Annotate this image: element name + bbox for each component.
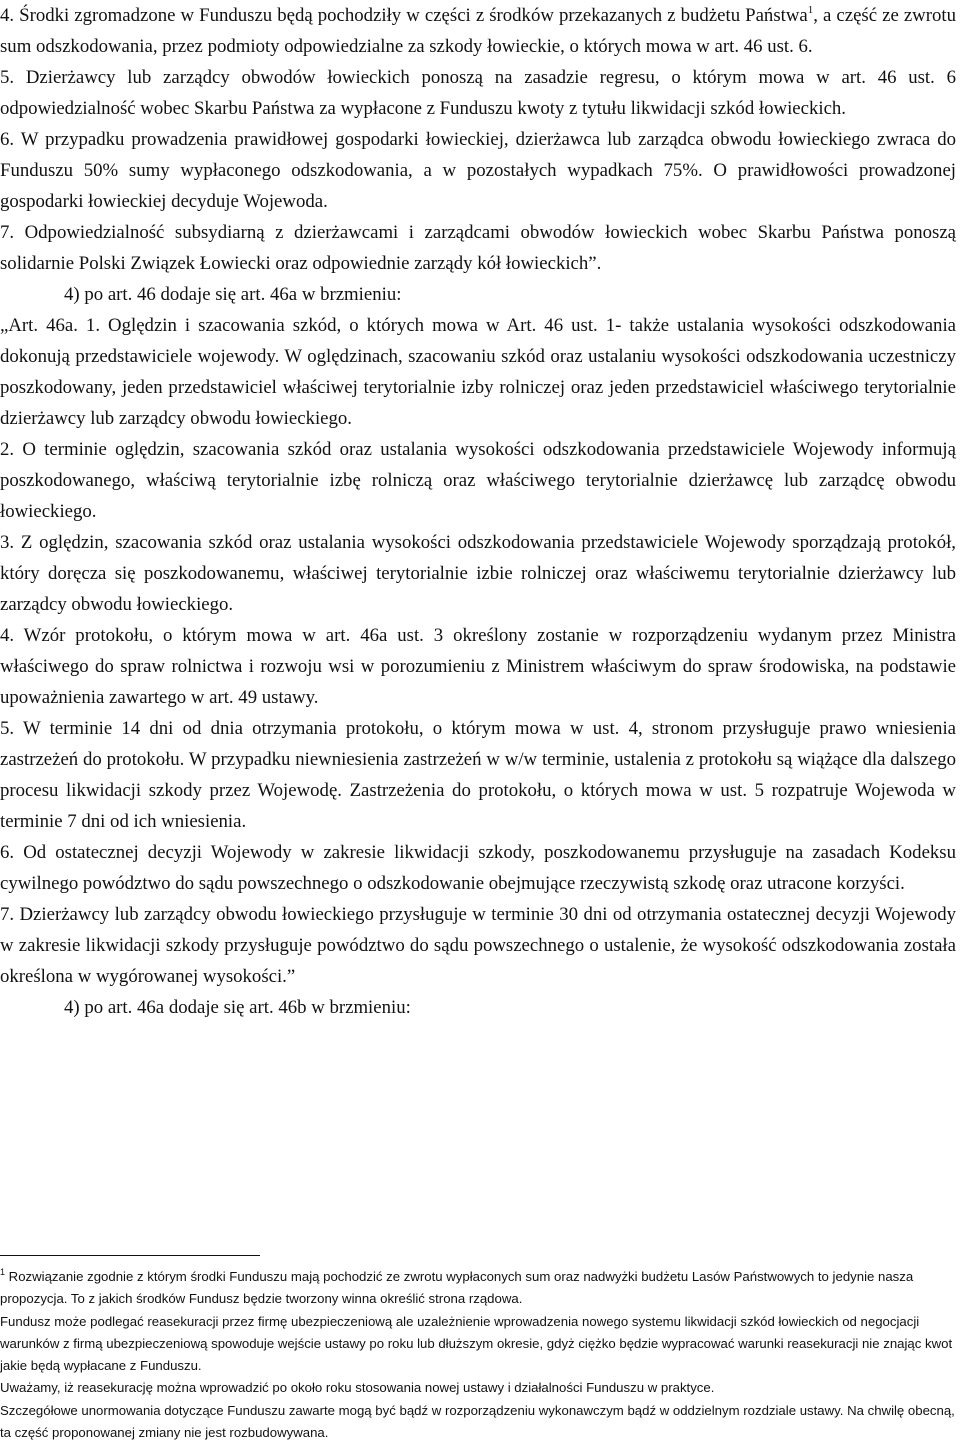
amendment-point-46b: 4) po art. 46a dodaje się art. 46b w brzmieniu: <box>64 997 411 1018</box>
paragraph-4 <box>0 0 956 62</box>
footnote-reference[interactable]: 1 <box>807 3 814 16</box>
footnotes <box>0 1266 956 1444</box>
footnote-mark: 1 <box>0 1266 6 1277</box>
paragraph-6: 6. W przypadku prowadzenia prawidłowej gospodarki łowieckiej, dzierżawca lub zarządca obwodu łowieckiego zwraca do Funduszu 50% sumy wypłaconego odszkodowania, a w pozostałych wypadkach 75%. O prawidłowości prowadzonej gospodarki łowieckiej decyduje Wojewoda. <box>0 129 956 212</box>
article-46a-section-2: 2. O terminie oględzin, szacowania szkód oraz ustalania wysokości odszkodowania przedstawiciele Wojewody informują poszkodowanego, właściwą terytorialnie izbę rolniczą oraz właściwego terytorialnie dzierżawcę lub zarządcę obwodu łowieckiego. <box>0 439 956 522</box>
paragraph-4-text-after: , a część ze zwrotu sum odszkodowania, przez podmioty odpowiedzialne za szkody łowieckie, o których mowa w art. 46 ust. 6. <box>0 5 956 57</box>
paragraph-4-text-before: 4. Środki zgromadzone w Funduszu będą pochodziły w części z środków przekazanych z budżetu Państwa <box>0 5 808 26</box>
footnote-1-line-4: Szczegółowe unormowania dotyczące Funduszu zawarte mogą być bądź w rozporządzeniu wykonawczym bądź w oddzielnym rozdziale ustawy. Na chwilę obecną, ta część proponowanej zmiany nie jest rozbudowywana. <box>0 1402 955 1441</box>
footnote-1-line-2: Fundusz może podlegać reasekuracji przez firmę ubezpieczeniową ale uzależnienie wprowadzenia nowego systemu likwidacji szkód łowieckich od negocjacji warunków z firmą ubezpieczeniową spowoduje wejście ustawy po roku lub dłuższym okresie, gdyż ciężko będzie wypracować warunki reasekuracji nie znając kwot jakie będą wypłacane z Funduszu. <box>0 1313 953 1374</box>
article-46a-section-4: 4. Wzór protokołu, o którym mowa w art. 46a ust. 3 określony zostanie w rozporządzeniu wydanym przez Ministra właściwego do spraw rolnictwa i rozwoju wsi w porozumieniu z Ministrem właściwym do spraw środowiska, na podstawie upoważnienia zawartego w art. 49 ustawy. <box>0 625 956 708</box>
paragraph-5: 5. Dzierżawcy lub zarządcy obwodów łowieckich ponoszą na zasadzie regresu, o którym mowa w art. 46 ust. 6 odpowiedzialność wobec Skarbu Państwa za wypłacone z Funduszu kwoty z tytułu likwidacji szkód łowieckich. <box>0 67 956 119</box>
article-46a-section-5: 5. W terminie 14 dni od dnia otrzymania protokołu, o którym mowa w ust. 4, stronom przysługuje prawo wniesienia zastrzeżeń do protokołu. W przypadku niewniesienia zastrzeżeń w w/w terminie, ustalenia z protokołu są wiążące dla dalszego procesu likwidacji szkody przez Wojewodę. Zastrzeżenia do protokołu, o których mowa w ust. 5 rozpatruje Wojewoda w terminie 7 dni od ich wniesienia. <box>0 718 956 832</box>
article-46a-section-3: 3. Z oględzin, szacowania szkód oraz ustalania wysokości odszkodowania przedstawiciele Wojewody sporządzają protokół, który doręcza się poszkodowanemu, właściwej terytorialnie izbie rolniczej oraz właściwemu terytorialnie dzierżawcy lub zarządcy obwodu łowieckiego. <box>0 532 956 615</box>
article-46a-section-7: 7. Dzierżawcy lub zarządcy obwodu łowieckiego przysługuje w terminie 30 dni od otrzymania ostatecznej decyzji Wojewody w zakresie likwidacji szkody przysługuje powództwo do sądu powszechnego o ustalenie, że wysokość odszkodowania została określona w wygórowanej wysokości.” <box>0 904 956 987</box>
footnote-1-line-3: Uważamy, iż reasekurację można wprowadzić po około roku stosowania nowej ustawy i działalności Funduszu w praktyce. <box>0 1380 715 1396</box>
article-46a-section-1: „Art. 46a. 1. Oględzin i szacowania szkód, o których mowa w Art. 46 ust. 1- także ustalania wysokości odszkodowania dokonują przedstawiciele wojewody. W oględzinach, szacowaniu szkód oraz ustalaniu wysokości odszkodowania uczestniczy poszkodowany, jeden przedstawiciel właściwej terytorialnie izby rolniczej oraz jeden przedstawiciel właściwego terytorialnie dzierżawcy lub zarządcy obwodu łowieckiego. <box>0 315 956 429</box>
footnote-1 <box>0 1266 956 1311</box>
paragraph-7: 7. Odpowiedzialność subsydiarną z dzierżawcami i zarządcami obwodów łowieckich wobec Skarbu Państwa ponoszą solidarnie Polski Związek Łowiecki oraz odpowiednie zarządy kół łowieckich”. <box>0 222 956 274</box>
footnote-separator <box>0 1255 260 1256</box>
footnote-1-line-1: Rozwiązanie zgodnie z którym środki Funduszu mają pochodzić ze zwrotu wypłaconych sum oraz nadwyżki budżetu Lasów Państwowych to jedynie nasza propozycja. To z jakich środków Fundusz będzie tworzony winna określić strona rządowa. <box>0 1269 914 1307</box>
article-46a-section-6: 6. Od ostatecznej decyzji Wojewody w zakresie likwidacji szkody, poszkodowanemu przysługuje na zasadach Kodeksu cywilnego powództwo do sądu powszechnego o odszkodowanie obejmujące rzeczywistą szkodę oraz utracone korzyści. <box>0 842 956 894</box>
amendment-point-46a: 4) po art. 46 dodaje się art. 46a w brzmieniu: <box>64 284 402 305</box>
